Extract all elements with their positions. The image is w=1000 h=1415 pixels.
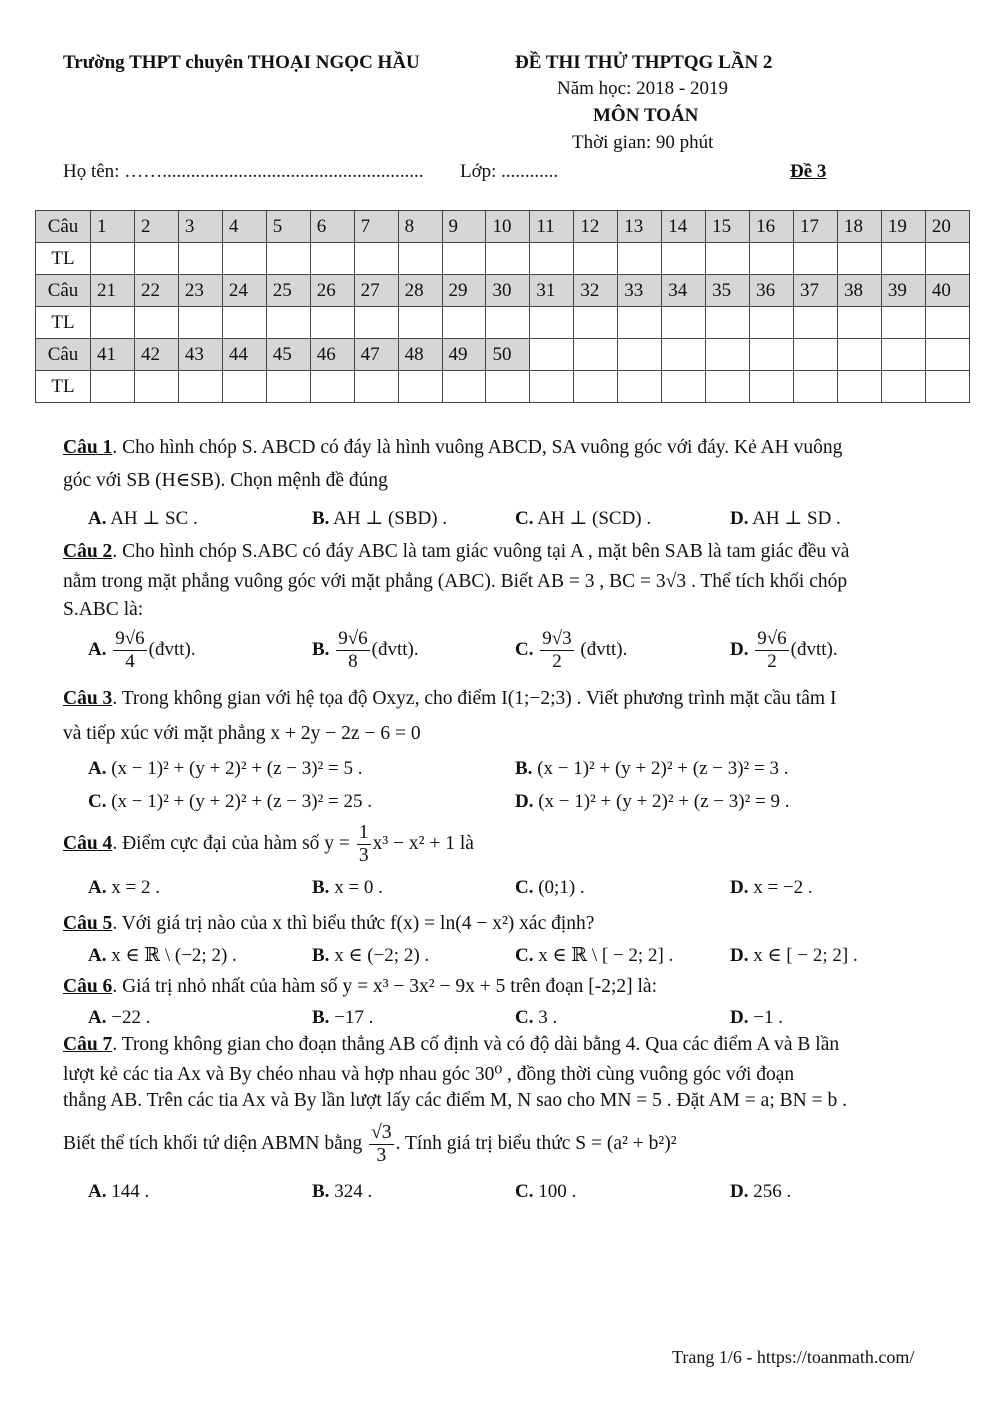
grid-question-number: 41 [91, 339, 135, 371]
question-text: x³ − x² + 1 là [372, 832, 474, 854]
grid-answer-cell[interactable] [222, 307, 266, 339]
grid-question-number: 16 [750, 211, 794, 243]
grid-answer-cell[interactable] [354, 307, 398, 339]
fraction: $\frac{√3}{3}$ [371, 1122, 392, 1166]
grid-answer-cell[interactable] [91, 371, 135, 403]
question-label: Câu 6 [63, 976, 113, 997]
grid-question-number: 19 [881, 211, 925, 243]
question-1-line2 [63, 468, 388, 492]
grid-answer-cell[interactable] [530, 307, 574, 339]
school-name: Trường THPT chuyên THOẠI NGỌC HẦU [63, 52, 420, 73]
grid-answer-cell[interactable] [574, 307, 618, 339]
grid-answer-cell[interactable] [134, 371, 178, 403]
q4-option-d[interactable]: D. x = −2 . [730, 877, 813, 898]
q1-option-a[interactable]: A. AH ⊥ SC . [88, 508, 198, 529]
answer-grid [35, 210, 970, 403]
grid-number-row [36, 211, 970, 243]
subject-title: MÔN TOÁN [593, 105, 699, 126]
question-text: . Tính giá trị biểu thức S = (a² + b²)² [395, 1132, 677, 1154]
grid-question-number [925, 339, 969, 371]
question-4 [63, 822, 474, 867]
grid-answer-cell[interactable] [837, 307, 881, 339]
grid-answer-cell[interactable] [662, 371, 706, 403]
grid-answer-cell[interactable] [310, 307, 354, 339]
grid-question-number: 18 [837, 211, 881, 243]
grid-answer-row [36, 307, 970, 339]
question-text: . Với giá trị nào của x thì biểu thức f(x) = ln(4 − x²) xác định? [112, 913, 595, 934]
grid-question-number: 21 [91, 275, 135, 307]
question-text: lượt kẻ các tia Ax và By chéo nhau và hợp nhau góc 30⁰ , đồng thời cùng vuông góc với đoạn [63, 1064, 795, 1085]
grid-question-number: 30 [486, 275, 530, 307]
question-text: nằm trong mặt phẳng vuông góc với mặt phẳng (ABC). Biết AB = 3 , BC = 3√3 . Thể tích khối chóp [63, 571, 848, 592]
grid-answer-cell[interactable] [266, 371, 310, 403]
question-text: . Chọn mệnh đề đúng [220, 470, 388, 491]
grid-answer-cell[interactable] [574, 243, 618, 275]
grid-question-number: 9 [442, 211, 486, 243]
question-text: thẳng AB. Trên các tia Ax và By lần lượt lấy các điểm M, N sao cho MN = 5 . Đặt AM = a; BN = b . [63, 1090, 847, 1111]
grid-question-number: 1 [91, 211, 135, 243]
q5-option-b[interactable]: B. x ∈ (−2; 2) . [312, 945, 430, 966]
q2-option-c[interactable]: C. $\frac{9√3}{2}$ (đvtt). [515, 628, 628, 672]
grid-question-number: 49 [442, 339, 486, 371]
q2-option-d[interactable]: D. $\frac{9√6}{2}$ (đvtt). [730, 628, 838, 672]
grid-answer-cell[interactable] [442, 243, 486, 275]
grid-question-number [881, 339, 925, 371]
grid-answer-cell[interactable] [178, 243, 222, 275]
question-7 [63, 1034, 839, 1056]
q6-option-b[interactable]: B. −17 . [312, 1007, 374, 1028]
question-text: . Giá trị nhỏ nhất của hàm số y = x³ − 3x² − 9x + 5 trên đoạn [-2;2] là: [112, 976, 658, 997]
grid-question-number: 13 [618, 211, 662, 243]
grid-answer-cell[interactable] [618, 307, 662, 339]
grid-answer-cell[interactable] [486, 371, 530, 403]
grid-question-number: 6 [310, 211, 354, 243]
grid-question-number: 2 [134, 211, 178, 243]
grid-question-number: 42 [134, 339, 178, 371]
school-year: Năm học: 2018 - 2019 [557, 78, 728, 99]
q2-option-a[interactable]: A. $\frac{9√6}{4}$ (đvtt). [88, 628, 196, 672]
q5-option-c[interactable]: C. x ∈ ℝ \ [ − 2; 2] . [515, 945, 674, 966]
grid-answer-label: TL [36, 307, 91, 339]
question-text: . Cho hình chóp S. ABCD có đáy là hình vuông ABCD, SA vuông góc với đáy. Kẻ AH vuông [112, 437, 843, 458]
question-text: S.ABC là: [63, 599, 144, 620]
grid-number-row [36, 275, 970, 307]
grid-question-number: 47 [354, 339, 398, 371]
grid-answer-cell[interactable] [530, 243, 574, 275]
grid-question-number: 50 [486, 339, 530, 371]
grid-question-number [574, 339, 618, 371]
grid-question-number [837, 339, 881, 371]
grid-question-number: 20 [925, 211, 969, 243]
grid-answer-row [36, 371, 970, 403]
grid-answer-cell[interactable] [134, 307, 178, 339]
grid-question-number: 24 [222, 275, 266, 307]
question-text: góc với SB [63, 470, 151, 491]
grid-question-number: 32 [574, 275, 618, 307]
grid-answer-cell[interactable] [310, 371, 354, 403]
grid-answer-cell[interactable] [134, 243, 178, 275]
grid-question-number: 31 [530, 275, 574, 307]
question-text: Biết thể tích khối tứ diện ABMN bằng [63, 1132, 363, 1154]
grid-question-number: 23 [178, 275, 222, 307]
grid-answer-cell[interactable] [266, 307, 310, 339]
q6-option-c[interactable]: C. 3 . [515, 1007, 558, 1028]
grid-question-number [618, 339, 662, 371]
grid-answer-cell[interactable] [486, 243, 530, 275]
question-label: Câu 4 [63, 832, 113, 854]
grid-answer-cell[interactable] [881, 243, 925, 275]
grid-answer-cell[interactable] [266, 243, 310, 275]
grid-answer-cell[interactable] [706, 243, 750, 275]
q5-option-d[interactable]: D. x ∈ [ − 2; 2] . [730, 945, 858, 966]
grid-answer-cell[interactable] [794, 371, 838, 403]
q7-option-d[interactable]: D. 256 . [730, 1181, 792, 1202]
grid-row-label: Câu [36, 275, 91, 307]
grid-question-number: 5 [266, 211, 310, 243]
grid-answer-cell[interactable] [530, 371, 574, 403]
grid-question-number: 29 [442, 275, 486, 307]
grid-question-number: 4 [222, 211, 266, 243]
question-text: (H∈SB) [155, 470, 221, 491]
grid-question-number [662, 339, 706, 371]
grid-answer-cell[interactable] [178, 371, 222, 403]
grid-question-number: 7 [354, 211, 398, 243]
grid-question-number: 17 [794, 211, 838, 243]
q3-option-d[interactable]: D. (x − 1)² + (y + 2)² + (z − 3)² = 9 . [515, 791, 790, 812]
grid-answer-cell[interactable] [706, 371, 750, 403]
grid-answer-cell[interactable] [398, 243, 442, 275]
grid-answer-cell[interactable] [398, 307, 442, 339]
grid-question-number [530, 339, 574, 371]
grid-question-number: 11 [530, 211, 574, 243]
question-label: Câu 5 [63, 913, 113, 934]
grid-question-number: 38 [837, 275, 881, 307]
grid-answer-cell[interactable] [837, 243, 881, 275]
q3-option-c[interactable]: C. (x − 1)² + (y + 2)² + (z − 3)² = 25 . [88, 791, 373, 812]
question-text: . Trong không gian cho đoạn thẳng AB cố định và có độ dài bằng 4. Qua các điểm A và B lần [112, 1034, 840, 1055]
grid-number-row [36, 339, 970, 371]
exam-code: Đề 3 [790, 161, 827, 182]
grid-question-number: 39 [881, 275, 925, 307]
grid-answer-cell[interactable] [618, 243, 662, 275]
grid-answer-cell[interactable] [881, 371, 925, 403]
question-7-line4 [63, 1122, 677, 1167]
q1-option-c[interactable]: C. AH ⊥ (SCD) . [515, 508, 652, 529]
q1-option-b[interactable]: B. AH ⊥ (SBD) . [312, 508, 448, 529]
q5-option-a[interactable]: A. x ∈ ℝ \ (−2; 2) . [88, 945, 237, 966]
grid-question-number: 26 [310, 275, 354, 307]
q4-option-a[interactable]: A. x = 2 . [88, 877, 160, 898]
grid-question-number: 37 [794, 275, 838, 307]
grid-answer-cell[interactable] [662, 243, 706, 275]
grid-answer-cell[interactable] [881, 307, 925, 339]
q7-option-b[interactable]: B. 324 . [312, 1181, 373, 1202]
grid-answer-cell[interactable] [618, 371, 662, 403]
grid-answer-cell[interactable] [486, 307, 530, 339]
q3-option-b[interactable]: B. (x − 1)² + (y + 2)² + (z − 3)² = 3 . [515, 758, 789, 779]
grid-answer-label: TL [36, 371, 91, 403]
grid-answer-cell[interactable] [222, 243, 266, 275]
page-footer: Trang 1/6 - https://toanmath.com/ [672, 1347, 915, 1367]
question-3 [63, 688, 836, 710]
grid-row-label: Câu [36, 339, 91, 371]
grid-answer-cell[interactable] [310, 243, 354, 275]
grid-answer-cell[interactable] [750, 243, 794, 275]
grid-answer-cell[interactable] [925, 243, 969, 275]
grid-question-number: 28 [398, 275, 442, 307]
grid-question-number: 48 [398, 339, 442, 371]
question-label: Câu 7 [63, 1034, 113, 1055]
q6-option-a[interactable]: A. −22 . [88, 1007, 151, 1028]
grid-question-number [794, 339, 838, 371]
grid-answer-cell[interactable] [91, 307, 135, 339]
grid-question-number: 45 [266, 339, 310, 371]
question-text: . Trong không gian với hệ tọa độ Oxyz, cho điểm I(1;−2;3) . Viết phương trình mặt cầu tâm I [112, 688, 837, 709]
grid-answer-cell[interactable] [442, 307, 486, 339]
question-text: và tiếp xúc với mặt phẳng x + 2y − 2z − 6 = 0 [63, 723, 421, 744]
grid-row-label: Câu [36, 211, 91, 243]
grid-answer-cell[interactable] [837, 371, 881, 403]
q3-option-a[interactable]: A. (x − 1)² + (y + 2)² + (z − 3)² = 5 . [88, 758, 363, 779]
grid-answer-row [36, 243, 970, 275]
grid-answer-cell[interactable] [706, 307, 750, 339]
grid-answer-cell[interactable] [574, 371, 618, 403]
grid-question-number: 12 [574, 211, 618, 243]
question-label: Câu 2 [63, 541, 113, 562]
question-1 [63, 437, 842, 459]
grid-answer-cell[interactable] [794, 243, 838, 275]
grid-question-number: 44 [222, 339, 266, 371]
grid-question-number [706, 339, 750, 371]
grid-answer-cell[interactable] [750, 371, 794, 403]
question-2 [63, 541, 849, 563]
grid-question-number: 8 [398, 211, 442, 243]
exam-title: ĐỀ THI THỬ THPTQG LẦN 2 [515, 52, 773, 73]
question-6 [63, 976, 657, 998]
grid-answer-cell[interactable] [222, 371, 266, 403]
question-label: Câu 3 [63, 688, 113, 709]
grid-answer-cell[interactable] [794, 307, 838, 339]
question-5 [63, 913, 594, 935]
grid-question-number: 22 [134, 275, 178, 307]
question-text: . Cho hình chóp S.ABC có đáy ABC là tam giác vuông tại A , mặt bên SAB là tam giác đều và [112, 541, 850, 562]
grid-question-number: 34 [662, 275, 706, 307]
grid-answer-cell[interactable] [178, 307, 222, 339]
grid-answer-cell[interactable] [662, 307, 706, 339]
student-name-line: Họ tên: ……....................................................... [63, 161, 424, 182]
q7-option-a[interactable]: A. 144 . [88, 1181, 150, 1202]
grid-question-number [750, 339, 794, 371]
grid-answer-cell[interactable] [91, 243, 135, 275]
grid-question-number: 43 [178, 339, 222, 371]
q7-option-c[interactable]: C. 100 . [515, 1181, 577, 1202]
grid-answer-cell[interactable] [442, 371, 486, 403]
grid-question-number: 36 [750, 275, 794, 307]
grid-question-number: 40 [925, 275, 969, 307]
q4-option-c[interactable]: C. (0;1) . [515, 877, 585, 898]
grid-question-number: 46 [310, 339, 354, 371]
grid-question-number: 27 [354, 275, 398, 307]
fraction: $\frac{1}{3}$ [358, 822, 369, 866]
exam-duration: Thời gian: 90 phút [572, 132, 714, 153]
grid-answer-cell[interactable] [925, 307, 969, 339]
grid-question-number: 3 [178, 211, 222, 243]
grid-answer-cell[interactable] [398, 371, 442, 403]
q1-option-d[interactable]: D. AH ⊥ SD . [730, 508, 841, 529]
grid-answer-label: TL [36, 243, 91, 275]
grid-answer-cell[interactable] [925, 371, 969, 403]
grid-question-number: 14 [662, 211, 706, 243]
grid-question-number: 10 [486, 211, 530, 243]
question-label: Câu 1 [63, 437, 113, 458]
grid-question-number: 33 [618, 275, 662, 307]
grid-answer-cell[interactable] [750, 307, 794, 339]
grid-answer-cell[interactable] [354, 243, 398, 275]
q2-option-b[interactable]: B. $\frac{9√6}{8}$ (đvtt). [312, 628, 419, 672]
grid-answer-cell[interactable] [354, 371, 398, 403]
grid-question-number: 35 [706, 275, 750, 307]
question-text: . Điểm cực đại của hàm số y = [112, 832, 350, 854]
q4-option-b[interactable]: B. x = 0 . [312, 877, 383, 898]
q6-option-d[interactable]: D. −1 . [730, 1007, 783, 1028]
grid-question-number: 25 [266, 275, 310, 307]
class-line: Lớp: ............ [460, 161, 559, 182]
grid-question-number: 15 [706, 211, 750, 243]
